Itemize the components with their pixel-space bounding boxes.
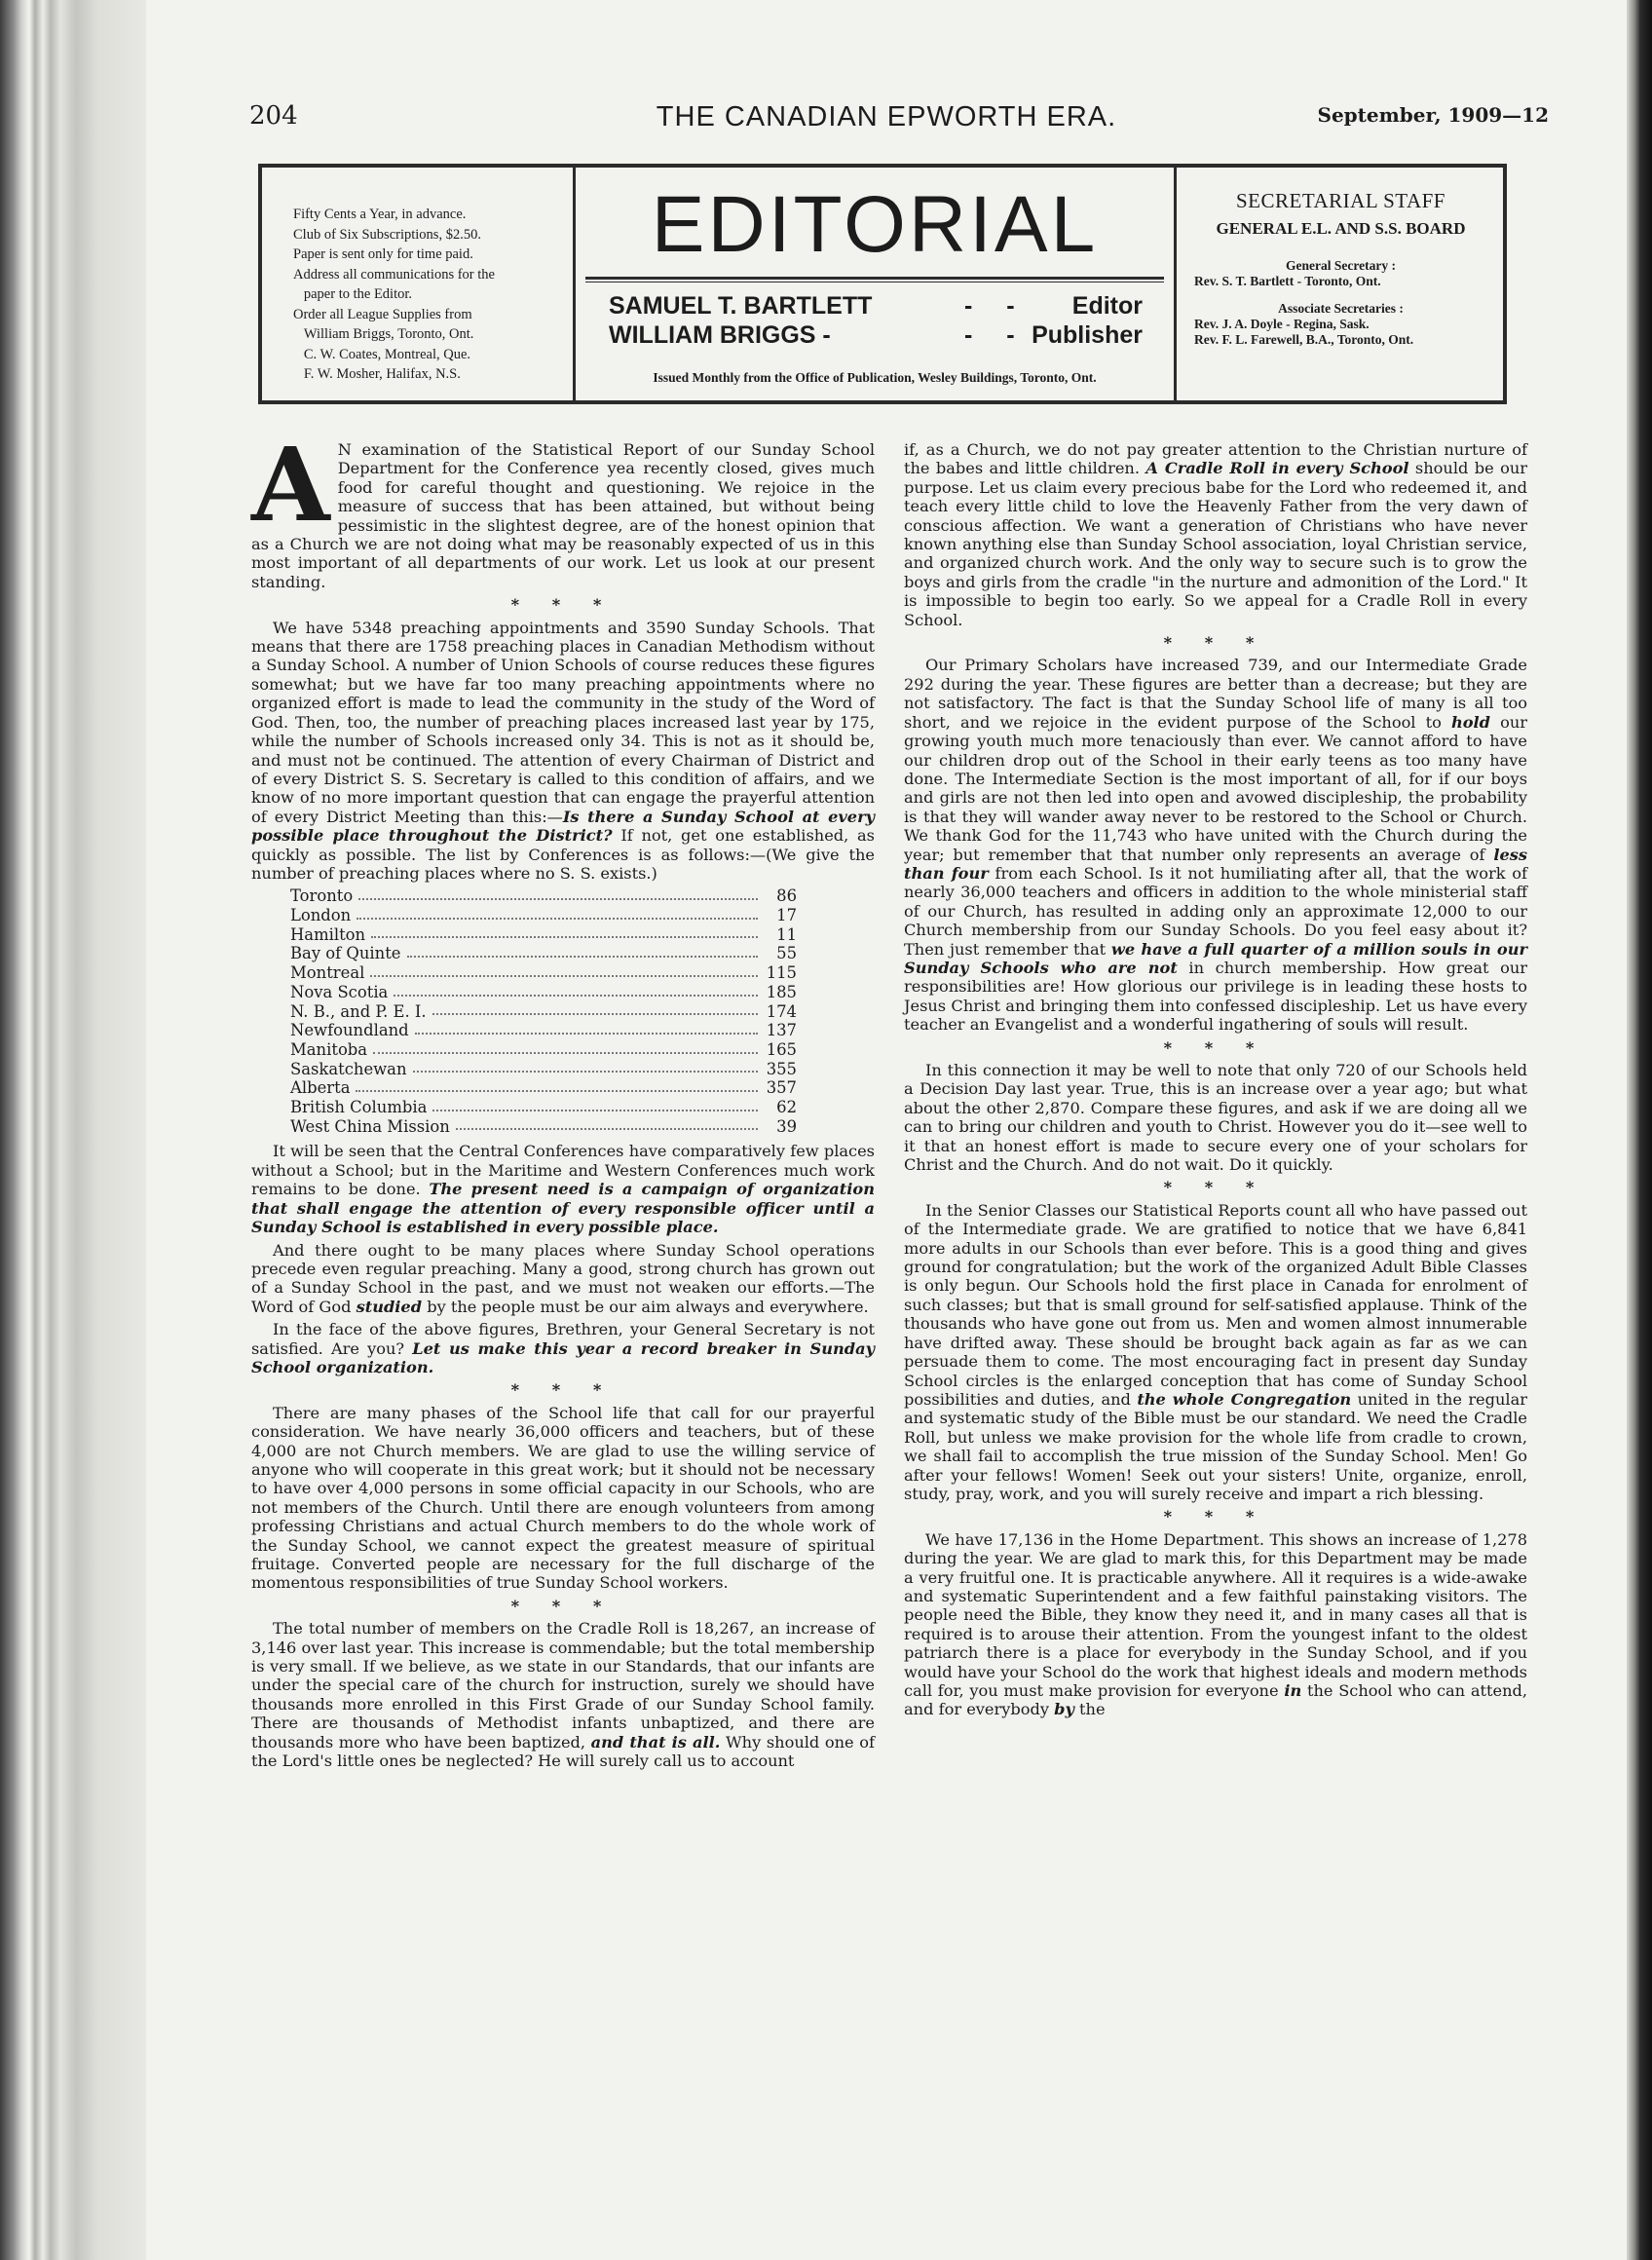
article-paragraph: The total number of members on the Cradle Roll is 18,267, an increase of 3,146 over last year. This increase is commendable; but the total membership is very small. If we believe, as we state in our Standards, that our infants are under the special care of the church for instruction, surely we should have thousands more enrolled in this First Grade of our Sunday School family. There are thousands of Methodist infants unbaptized, and there are thousands more who have been baptized, and that is all. Why should one of the Lord's little ones be neglected? He will surely call us to account (251, 1619, 875, 1771)
editorial-title: EDITORIAL (651, 180, 1099, 269)
magazine-page (146, 0, 1627, 2260)
conference-name: N. B., and P. E. I. (290, 1001, 427, 1021)
conference-count: 11 (776, 924, 797, 944)
dot-leader (456, 1117, 758, 1131)
conference-count: 62 (776, 1098, 797, 1117)
dot-leader (358, 886, 758, 900)
conference-count: 17 (776, 906, 797, 925)
conference-row (290, 1078, 797, 1098)
conference-row (290, 983, 797, 1002)
article-column-right (904, 440, 1527, 1723)
conference-count: 165 (766, 1039, 797, 1059)
section-divider: * * * (1163, 1507, 1268, 1526)
general-secretary-label: General Secretary : (1286, 258, 1396, 273)
subscription-info (262, 168, 576, 400)
conference-count: 86 (776, 886, 797, 906)
conference-name: Nova Scotia (290, 982, 389, 1001)
conference-row (290, 886, 797, 906)
conference-count: 39 (776, 1116, 797, 1136)
dot-leader (373, 1040, 758, 1054)
conference-name: Hamilton (290, 924, 366, 944)
article-paragraph: In the Senior Classes our Statistical Reports count all who have passed out of the Intermediate grade. We are gratified to notice that we have 6,841 more adults in our Schools than ever before. This is a good thing and gives ground for congratulation; but the work of the organized Adult Bible Classes is only begun. Our Schools hold the first place in Canada for enrolment of such classes; but that is small ground for self-satisfied applause. Think of the thousands who have gone out from us. Men and women almost innumerable have drifted away. These should be brought back again as far as we can persuade them to come. The most encouraging fact in present day Sunday School circles is the enlarged conception that has come of Sunday School possibilities and duties, and the whole Congregation united in the regular and systematic study of the Bible must be our standard. We need the Cradle Roll, but unless we make provision for the whole life from cradle to crown, we shall fail to accomplish the true mission of the Sunday School. Men! Go after your fellows! Women! Seek out your sisters! Unite, organize, enroll, study, pray, work, and you will surely receive and impart a rich blessing. (904, 1200, 1527, 1503)
dot-leader (394, 983, 758, 997)
subscription-line: Club of Six Subscriptions, $2.50. (293, 226, 481, 243)
conference-name: Toronto (290, 886, 354, 906)
conference-row (290, 925, 797, 945)
editor-role: Editor (1071, 292, 1143, 320)
editor-name: SAMUEL T. BARTLETT (609, 292, 873, 320)
associate-secretary: Rev. F. L. Farewell, B.A., Toronto, Ont. (1194, 332, 1414, 347)
conference-row (290, 944, 797, 963)
issue-date: September, 1909—12 (1317, 103, 1549, 127)
conference-name: London (290, 906, 352, 925)
conference-name: Saskatchewan (290, 1059, 407, 1078)
associate-secretary: Rev. J. A. Doyle - Regina, Sask. (1194, 317, 1370, 331)
section-divider: * * * (510, 595, 616, 615)
article-paragraph: There are many phases of the School life that call for our prayerful consideration. We have nearly 36,000 officers and teachers, but of these 4,000 are not Church members. We are glad to use the willing service of anyone who will cooperate in this great work; but it should not be necessary to have over 4,000 persons in some official capacity in our Schools, who are not members of the Church. Until there are enough volunteers from among professing Christians and actual Church members to do the whole work of the Sunday School, we cannot expect the greatest measure of spiritual fruitage. Converted people are necessary for the full discharge of the momentous responsibilities of true Sunday School workers. (251, 1403, 875, 1593)
conference-row (290, 963, 797, 983)
subscription-line: William Briggs, Toronto, Ont. (293, 326, 474, 342)
subscription-line: paper to the Editor. (293, 286, 413, 302)
conference-row (290, 1040, 797, 1060)
page-number: 204 (249, 101, 298, 131)
secretarial-staff (1174, 168, 1505, 400)
conference-count: 185 (766, 982, 797, 1001)
book-right-edge (1627, 0, 1652, 2260)
conference-name: Bay of Quinte (290, 944, 401, 963)
dot-leader (413, 1060, 759, 1074)
subscription-line: Paper is sent only for time paid. (293, 246, 473, 262)
subscription-line: Order all League Supplies from (293, 306, 472, 322)
drop-cap: A (251, 425, 330, 545)
conference-count: 115 (766, 963, 797, 983)
subscription-line: C. W. Coates, Montreal, Que. (293, 346, 471, 362)
dot-leader (415, 1021, 758, 1035)
conference-row (290, 1060, 797, 1079)
publisher-name: WILLIAM BRIGGS - (609, 321, 831, 349)
conference-row (290, 1098, 797, 1117)
article-paragraph: And there ought to be many places where Sunday School operations precede even regular preaching. Many a good, strong church has grown out of a Sunday School in the past, and we must not weaken our efforts.—The Word of God studied by the people must be our aim always and everywhere. (251, 1240, 875, 1316)
dot-leader (356, 1078, 758, 1092)
publisher-line (609, 321, 1143, 351)
conference-count: 137 (766, 1021, 797, 1040)
article-paragraph: It will be seen that the Central Conferences have comparatively few places without a School; but in the Maritime and Western Conferences much work remains to be done. The present need is a campaign of organization that shall engage the attention of every responsible officer until a Sunday School is established in every possible place. (251, 1142, 875, 1237)
publisher-dash: - - (964, 321, 1029, 349)
conference-name: British Columbia (290, 1098, 428, 1117)
article-column-left (251, 425, 876, 1774)
dot-leader (370, 963, 758, 977)
article-paragraph: Our Primary Scholars have increased 739, and our Intermediate Grade 292 during the year. These figures are better than a decrease; but they are not satisfactory. The fact is that the Sunday School life of many is all too short, and we rejoice in the evident purpose of the School to hold our growing youth much more tenaciously than ever. We cannot afford to have our children drop out of the School in their early teens as too many have done. The Intermediate Section is the most important of all, for if our boys and girls are not then led into open and avowed discipleship, the probability is that they will wander away never to be restored to the School or Church. We thank God for the 11,743 who have united with the Church during the year; but remember that that number only represents an average of less than four from each School. Is it not humiliating after all, that the work of nearly 36,000 teachers and officers in addition to the whole ministerial staff of our Church, has resulted in adding only an approximate 12,000 to our Church membership from our Sunday Schools. Do you feel easy about it? Then just remember that we have a full quarter of a million souls in our Sunday Schools who are not in church membership. How great our responsibilities are! How glorious our privilege is in leading these hosts to Jesus Christ and bringing them into confessed discipleship. Let us have every teacher an Evangelist and a wonderful ingathering of souls will result. (904, 656, 1527, 1035)
conference-row (290, 1002, 797, 1022)
article-paragraph: We have 5348 preaching appointments and 3590 Sunday Schools. That means that there are 1758 preaching places in Canadian Methodism without a Sunday School. A number of Union Schools of course reduces these figures somewhat; but we have far too many preaching appointments where no organized effort is made to lead the community in the study of the Word of God. Then, too, the number of preaching places increased last year by 175, while the number of Schools increased only 34. This is not as it should be, and must not be continued. The attention of every Chairman of District and of every District S. S. Secretary is called to this condition of affairs, and we know of no more important question that can engage the prayerful attention of every District Meeting than this:—Is there a Sunday School at every possible place throughout the District? If not, get one established, as quickly as possible. The list by Conferences is as follows:—(We give the number of preaching places where no S. S. exists.) (251, 618, 876, 883)
article-paragraph: We have 17,136 in the Home Department. This shows an increase of 1,278 during the year. We are glad to mark this, for this Department may be made a very fruitful one. It is practicable anywhere. All it requires is a wide-awake and systematic Superintendent and a few faithful painstaking visitors. The people need the Bible, they know they need it, and in many cases all that is required is to arouse their attention. From the youngest infant to the oldest patriarch there is a place for everybody in the Sunday School, and if you would have your School do the work that highest ideals and modern methods call for, you must make provision for everyone in the School who can attend, and for everybody by the (904, 1529, 1527, 1719)
dot-leader (407, 944, 758, 958)
staff-board: GENERAL E.L. AND S.S. BOARD (1216, 219, 1466, 238)
running-head (146, 101, 1627, 148)
conference-count: 174 (766, 1001, 797, 1021)
section-divider: * * * (1163, 1037, 1268, 1057)
dot-leader (371, 925, 758, 939)
issued-note: Issued Monthly from the Office of Publication, Wesley Buildings, Toronto, Ont. (653, 370, 1097, 385)
section-divider: * * * (510, 1380, 616, 1400)
staff-title: SECRETARIAL STAFF (1236, 189, 1446, 212)
editorial-masthead (258, 164, 1507, 404)
conference-count: 355 (766, 1059, 797, 1078)
conference-count: 55 (776, 944, 797, 963)
conference-row (290, 1117, 797, 1137)
general-secretary: Rev. S. T. Bartlett - Toronto, Ont. (1194, 274, 1381, 288)
article-paragraph: In this connection it may be well to note that only 720 of our Schools held a Decision Day last year. True, this is an increase over a year ago; but what about the other 2,870. Compare these figures, and ask if we are doing all we can to bring our children and youth to Christ. However you do it—see well to it that an honest effort is made to secure every one of your scholars for Christ and the Church. And do not wait. Do it quickly. (904, 1061, 1527, 1175)
editor-line (609, 292, 1143, 321)
title-rule (585, 277, 1164, 280)
subscription-line: Fifty Cents a Year, in advance. (293, 207, 467, 222)
dot-leader (432, 1002, 758, 1016)
associate-secretaries-label: Associate Secretaries : (1278, 301, 1404, 316)
conference-name: Newfoundland (290, 1021, 409, 1040)
dot-leader (357, 906, 758, 920)
conference-list (290, 886, 797, 1136)
subscription-line: F. W. Mosher, Halifax, N.S. (293, 366, 461, 382)
conference-name: Alberta (290, 1078, 351, 1098)
dot-leader (432, 1098, 758, 1111)
section-divider: * * * (510, 1596, 616, 1615)
conference-row (290, 906, 797, 925)
editorial-title-block (576, 168, 1174, 400)
publication-title: THE CANADIAN EPWORTH ERA. (656, 101, 1117, 132)
editor-dash: - - (964, 292, 1029, 320)
article-paragraph: In the face of the above figures, Brethren, your General Secretary is not satisfied. Are you? Let us make this year a record breaker in Sunday School organization. (251, 1320, 875, 1376)
conference-name: Manitoba (290, 1039, 368, 1059)
conference-row (290, 1021, 797, 1040)
subscription-line: Address all communications for the (293, 266, 495, 282)
conference-count: 357 (766, 1078, 797, 1098)
section-divider: * * * (1163, 1178, 1268, 1197)
conference-name: Montreal (290, 963, 365, 983)
publisher-role: Publisher (1032, 321, 1143, 349)
article-paragraph: if, as a Church, we do not pay greater attention to the Christian nurture of the babes and little children. A Cradle Roll in every School should be our purpose. Let us claim every precious babe for the Lord who redeemed it, and teach every little child to love the Heavenly Father from the very dawn of conscious affection. We want a generation of Christians who have never known anything else than Sunday School association, loyal Christian service, and organized church work. And the only way to secure such is to grow the boys and girls from the cradle "in the nurture and admonition of the Lord." It is impossible to begin too early. So we appeal for a Cradle Roll in every School. (904, 440, 1527, 629)
section-divider: * * * (1163, 633, 1268, 653)
book-binding-edge (0, 0, 146, 2260)
conference-name: West China Mission (290, 1116, 450, 1136)
article-paragraph: A N examination of the Statistical Report of our Sunday School Department for the Conference yea recently closed, gives much food for careful thought and questioning. We rejoice in the measure of success that has been attained, but without being pessimistic in the slightest degree, are of the honest opinion that as a Church we are not doing what may be reasonably expected of us in this most important of all departments of our work. Let us look at our present standing. (251, 425, 875, 591)
